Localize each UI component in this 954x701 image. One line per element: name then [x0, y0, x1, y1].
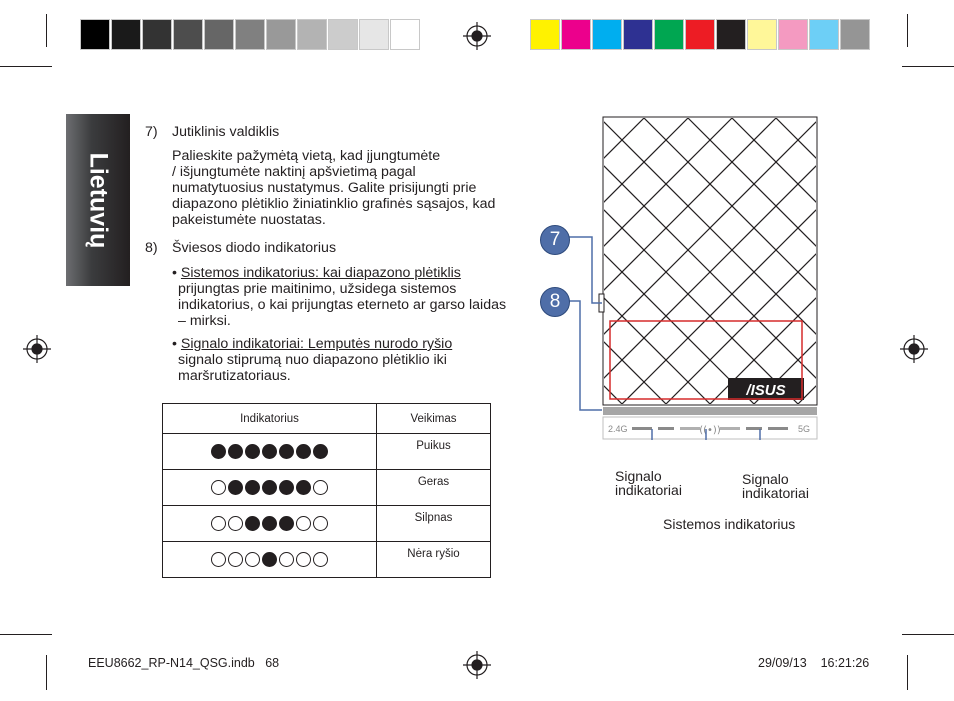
indicator-table — [162, 403, 491, 578]
footer-time: 16:21:26 — [820, 656, 870, 670]
text-line: – mirksi. — [178, 313, 231, 329]
text-line: prijungtas prie maitinimo, užsidega sistemos — [178, 281, 457, 297]
registration-target-icon — [900, 335, 928, 363]
callout-7: 7 — [540, 225, 570, 255]
led-on-icon — [279, 480, 294, 495]
item-number: 8) — [145, 240, 158, 256]
led-on-icon — [296, 480, 311, 495]
led-off-icon — [211, 516, 226, 531]
table-row — [163, 542, 491, 578]
wifi-icon: ((•)) — [699, 425, 721, 436]
footer-filename: EEU8662_RP-N14_QSG.indb — [88, 656, 255, 670]
table-row — [163, 506, 491, 542]
text-line: maršrutizatoriaus. — [178, 368, 291, 384]
caption-line: Signalo — [742, 471, 789, 487]
led-on-icon — [262, 552, 277, 567]
led-pattern-cell — [163, 506, 377, 542]
table-header: Veikimas — [377, 404, 491, 434]
side-tab-label: Lietuvių — [84, 152, 113, 248]
led-pattern-cell — [163, 542, 377, 578]
status-cell: Silpnas — [377, 506, 491, 542]
caption-line: indikatoriai — [615, 482, 682, 498]
led-on-icon — [313, 444, 328, 459]
brand-logo: /ISUS — [746, 382, 786, 399]
caption-line: Signalo — [615, 468, 662, 484]
item-paragraph — [172, 148, 517, 228]
status-cell: Geras — [377, 470, 491, 506]
led-off-icon — [313, 516, 328, 531]
table-row — [163, 434, 491, 470]
band-label-5g: 5G — [798, 424, 811, 434]
footer-date: 29/09/13 — [758, 656, 807, 670]
status-cell: Puikus — [377, 434, 491, 470]
item-heading: Šviesos diodo indikatorius — [172, 240, 337, 256]
led-pattern-cell — [163, 470, 377, 506]
table-row — [163, 470, 491, 506]
band-label-2g: 2.4G — [608, 424, 628, 434]
led-on-icon — [262, 480, 277, 495]
led-on-icon — [262, 444, 277, 459]
status-cell: Nėra ryšio — [377, 542, 491, 578]
text-line: diapazono plėtiklio žiniatinklio grafinės sąsajos, kad — [172, 196, 496, 212]
text-line: signalo stiprumą nuo diapazono plėtiklio iki — [178, 352, 447, 368]
caption-line: indikatoriai — [742, 485, 809, 501]
led-off-icon — [296, 552, 311, 567]
registration-target-icon — [463, 22, 491, 50]
led-on-icon — [245, 480, 260, 495]
bullet-marker: • — [172, 265, 177, 281]
bullet-signal-indicator — [172, 336, 522, 384]
footer-file — [88, 656, 279, 670]
led-off-icon — [228, 552, 243, 567]
led-off-icon — [211, 480, 226, 495]
led-off-icon — [245, 552, 260, 567]
led-on-icon — [262, 516, 277, 531]
led-on-icon — [279, 516, 294, 531]
led-off-icon — [313, 480, 328, 495]
footer-timestamp — [758, 656, 869, 670]
text-line: pakeistumėte nuostatas. — [172, 212, 326, 228]
led-strip — [603, 407, 817, 415]
caption-system: Sistemos indikatorius — [663, 516, 796, 532]
led-on-icon — [296, 444, 311, 459]
led-off-icon — [279, 552, 294, 567]
text-line: Palieskite pažymėtą vietą, kad įjungtumėte — [172, 148, 441, 164]
led-on-icon — [228, 480, 243, 495]
caption-signal-right — [742, 472, 809, 500]
led-off-icon — [211, 552, 226, 567]
bullet-marker: • — [172, 336, 177, 352]
text-line: / išjungtumėte naktinį apšvietimą pagal — [172, 164, 416, 180]
registration-target-icon — [23, 335, 51, 363]
led-pattern-cell — [163, 434, 377, 470]
bullet-title: Signalo indikatoriai: Lemputės nurodo ryšio — [180, 336, 453, 352]
led-on-icon — [245, 516, 260, 531]
bullet-text — [172, 352, 522, 384]
callout-8: 8 — [540, 287, 570, 317]
led-on-icon — [211, 444, 226, 459]
led-on-icon — [279, 444, 294, 459]
device-illustration — [540, 110, 840, 440]
led-on-icon — [228, 444, 243, 459]
text-line: numatytuosius nustatymus. Galite prisijungti prie — [172, 180, 477, 196]
item-number: 7) — [145, 124, 158, 140]
led-off-icon — [313, 552, 328, 567]
bullet-system-indicator — [172, 265, 522, 329]
led-on-icon — [245, 444, 260, 459]
led-off-icon — [296, 516, 311, 531]
bullet-title: Sistemos indikatorius: kai diapazono plėtiklis — [180, 265, 461, 281]
table-header: Indikatorius — [163, 404, 377, 434]
item-heading: Jutiklinis valdiklis — [172, 124, 280, 140]
registration-target-icon — [463, 651, 491, 679]
bullet-text — [172, 281, 522, 329]
text-line: indikatorius, o kai prijungtas eterneto ar garso laidas — [178, 297, 507, 313]
led-off-icon — [228, 516, 243, 531]
footer-page: 68 — [265, 656, 280, 670]
caption-signal-left — [615, 469, 682, 497]
